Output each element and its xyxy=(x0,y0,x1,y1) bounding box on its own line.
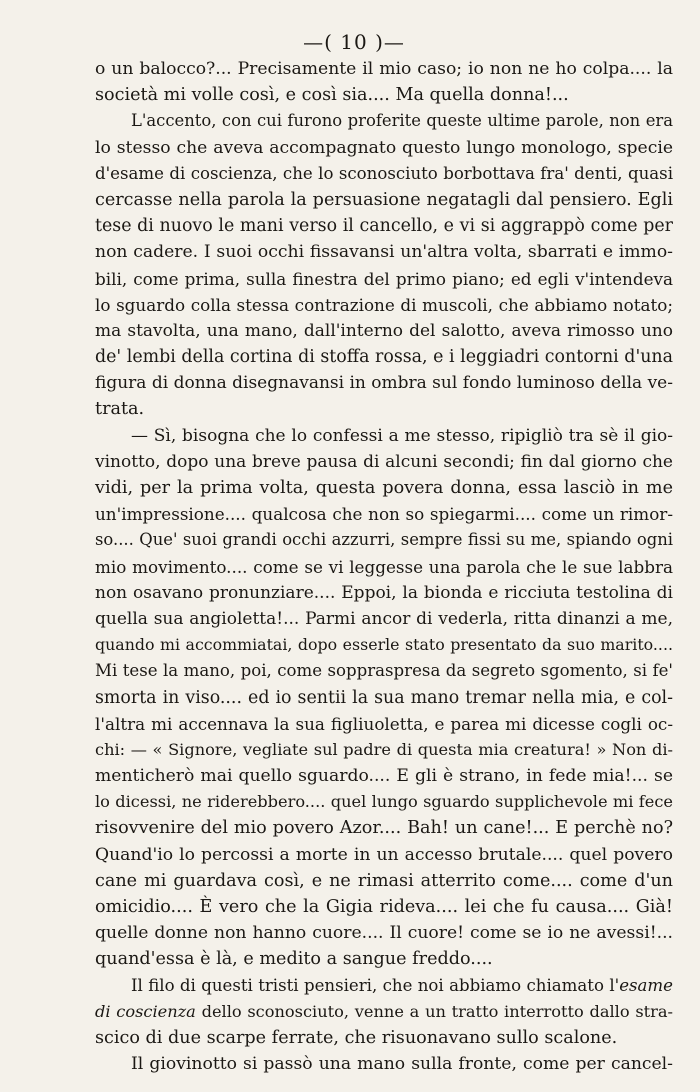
italic-phrase: di coscienza xyxy=(95,1001,196,1021)
body-text xyxy=(95,56,673,1077)
text-line: Quand'io lo percossi a morte in un accesso brutale.... quel povero xyxy=(95,844,673,865)
text-line: chi: — « Signore, vegliate sul padre di questa mia creatura! » Non di- xyxy=(95,739,673,759)
text-line: di coscienza dello sconosciuto, venne a un tratto interrotto dallo stra- xyxy=(95,1001,673,1021)
text-line: risovvenire del mio povero Azor.... Bah! un cane!... E perchè no? xyxy=(95,818,673,839)
text-line: lo stesso che aveva accompagnato questo lungo monologo, specie xyxy=(95,137,673,158)
text-line: Il filo di questi tristi pensieri, che noi abbiamo chiamato l'esame xyxy=(131,975,673,995)
text-line: cane mi guardava così, e ne rimasi atterrito come.... come d'un xyxy=(95,870,673,891)
text-line: lo dicessi, ne riderebbero.... quel lungo sguardo supplichevole mi fece xyxy=(95,792,673,812)
text-line: non osavano pronunziare.... Eppoi, la bionda e ricciuta testolina di xyxy=(95,582,673,603)
text-line: — Sì, bisogna che lo confessi a me stesso, ripigliò tra sè il gio- xyxy=(131,425,673,446)
text-line: o un balocco?... Precisamente il mio caso; io non ne ho colpa.... la xyxy=(95,59,673,79)
text-line: vidi, per la prima volta, questa povera donna, essa lasciò in me xyxy=(95,478,673,498)
text-line: Il giovinotto si passò una mano sulla fronte, come per cancel- xyxy=(131,1054,673,1075)
text-line: L'accento, con cui furono proferite queste ultime parole, non era xyxy=(131,111,673,131)
text-line: smorta in viso.... ed io sentii la sua mano tremar nella mia, e col- xyxy=(95,687,673,708)
text-line: un'impressione.... qualcosa che non so spiegarmi.... come un rimor- xyxy=(95,504,673,525)
text-line: de' lembi della cortina di stoffa rossa, e i leggiadri contorni d'una xyxy=(95,347,673,368)
page-number: —( 10 )— xyxy=(303,30,405,54)
text-line: omicidio.... È vero che la Gigia rideva.... lei che fu causa.... Già! xyxy=(95,897,673,917)
text-line: Mi tese la mano, poi, come soppraspresa da segreto sgomento, si fe' xyxy=(95,661,673,681)
text-line: quella sua angioletta!... Parmi ancor di vederla, ritta dinanzi a me, xyxy=(95,608,673,629)
text-line: cercasse nella parola la persuasione negatagli dal pensiero. Egli xyxy=(95,189,673,210)
text-line: figura di donna disegnavansi in ombra sul fondo luminoso della ve- xyxy=(95,373,673,394)
text-line: d'esame di coscienza, che lo sconosciuto borbottava fra' denti, quasi xyxy=(95,163,673,183)
text-line: lo sguardo colla stessa contrazione di muscoli, che abbiamo notato; xyxy=(95,294,673,315)
text-line: scico di due scarpe ferrate, che risuonavano sullo scalone. xyxy=(95,1027,618,1048)
text-line: quelle donne non hanno cuore.... Il cuore! come se io ne avessi!... xyxy=(95,923,673,944)
text-line: so.... Que' suoi grandi occhi azzurri, sempre fissi su me, spiando ogni xyxy=(95,530,673,550)
text-line: società mi volle così, e così sia.... Ma quella donna!... xyxy=(95,85,569,106)
text-line: vinotto, dopo una breve pausa di alcuni secondi; fin dal giorno che xyxy=(95,451,673,472)
text-line: tese di nuovo le mani verso il cancello, e vi si aggrappò come per xyxy=(95,216,673,237)
text-line: bili, come prima, sulla finestra del primo piano; ed egli v'intendeva xyxy=(95,268,673,289)
italic-phrase: esame xyxy=(619,975,673,995)
text-line: quand'essa è là, e medito a sangue freddo.... xyxy=(95,949,493,970)
text-line: trata. xyxy=(95,399,145,420)
text-line: ma stavolta, una mano, dall'interno del salotto, aveva rimosso uno xyxy=(95,320,673,341)
text-line: menticherò mai quello sguardo.... E gli è strano, in fede mia!... se xyxy=(95,766,673,787)
text-line: quando mi accommiatai, dopo esserle stato presentato da suo marito.... xyxy=(95,635,673,655)
text-line: non cadere. I suoi occhi fissavansi un'altra volta, sbarrati e immo- xyxy=(95,242,673,263)
text-line: mio movimento.... come se vi leggesse una parola che le sue labbra xyxy=(95,556,673,577)
text-line: l'altra mi accennava la sua figliuoletta, e parea mi dicesse cogli oc- xyxy=(95,713,673,734)
